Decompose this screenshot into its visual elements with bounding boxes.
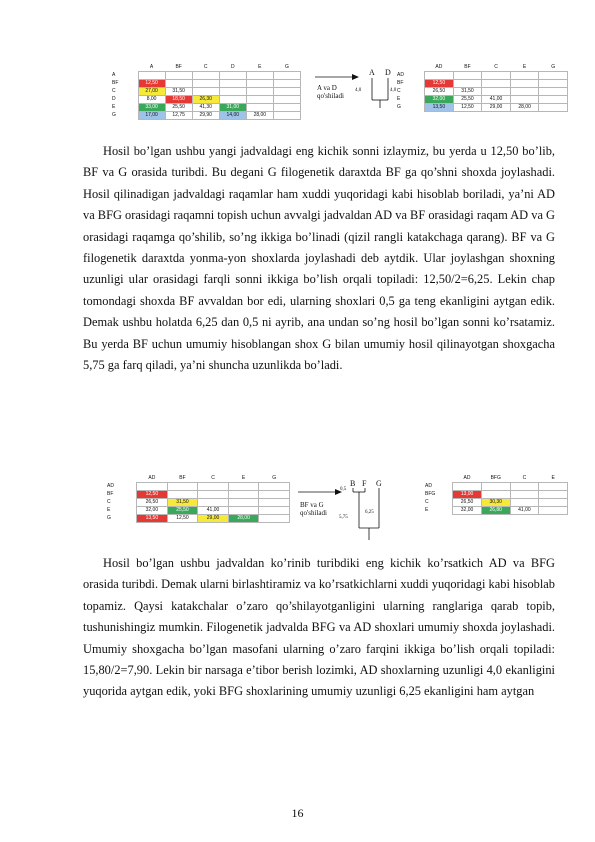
tree-label-b: B (350, 479, 356, 488)
matrix-cell: 17,00 (138, 112, 165, 120)
matrix-row (111, 72, 301, 80)
branch-length-right: 6,25 (365, 510, 374, 515)
matrix-empty-cell (453, 72, 482, 80)
matrix-empty-cell (228, 507, 259, 515)
matrix-cell: 31,50 (167, 499, 198, 507)
matrix-empty-cell (246, 80, 273, 88)
matrix-row-header: G (397, 104, 401, 110)
matrix-cell: 12,50 (138, 80, 165, 88)
tree-diagram (339, 479, 394, 541)
matrix-empty-cell (259, 499, 290, 507)
branch-length-top: 0,5 (340, 487, 347, 492)
matrix-column-header: E (551, 475, 555, 481)
matrix-empty-cell (539, 104, 568, 112)
matrix-row (424, 483, 568, 491)
matrix-empty-cell (539, 96, 568, 104)
matrix-empty-cell (165, 80, 192, 88)
matrix-row-header: C (107, 499, 111, 505)
matrix-cell: 26,50 (425, 88, 454, 96)
matrix-empty-cell (219, 96, 246, 104)
matrix-column-header: E (241, 475, 246, 481)
matrix-empty-cell (246, 88, 273, 96)
matrix-cell: 28,00 (228, 515, 259, 523)
matrix-row-header: D (112, 96, 116, 102)
matrix-cell: 31,00 (219, 104, 246, 112)
tree-label-d: D (385, 68, 391, 77)
matrix-column-header: A (149, 64, 154, 70)
matrix-row (111, 96, 301, 104)
matrix-empty-cell (482, 80, 511, 88)
matrix-empty-cell (192, 88, 219, 96)
matrix-column-header: BF (175, 64, 182, 70)
matrix-row (111, 112, 301, 120)
matrix-column-header: G (551, 64, 556, 70)
matrix-row-header: C (397, 88, 401, 94)
matrix-empty-cell (246, 96, 273, 104)
matrix-empty-cell (198, 491, 229, 499)
matrix-row-header: E (425, 507, 429, 513)
matrix-column-header: BF (464, 64, 471, 70)
matrix-row (396, 104, 568, 112)
matrix-row-header: AD (425, 483, 432, 489)
matrix-cell: 12,50 (137, 491, 168, 499)
matrix-cell: 25,50 (165, 104, 192, 112)
matrix-column-header: G (284, 64, 289, 70)
distance-matrix-after (424, 475, 568, 515)
matrix-row-header: C (425, 499, 429, 505)
distance-matrix-before (111, 64, 301, 120)
matrix-corner (111, 64, 138, 72)
matrix-row (111, 80, 301, 88)
merge-caption: A va D qo'shiladi (317, 84, 344, 100)
matrix-empty-cell (273, 96, 300, 104)
matrix-column-header: AD (463, 475, 471, 481)
matrix-empty-cell (482, 72, 511, 80)
matrix-cell: 41,00 (510, 507, 539, 515)
matrix-cell: 31,50 (165, 88, 192, 96)
matrix-empty-cell (137, 483, 168, 491)
matrix-cell: 13,00 (453, 491, 482, 499)
matrix-cell: 32,00 (137, 507, 168, 515)
matrix-cell: 12,50 (453, 104, 482, 112)
matrix-empty-cell (259, 515, 290, 523)
matrix-row-header: E (107, 507, 111, 513)
matrix-cell: 33,00 (138, 104, 165, 112)
matrix-column-header: AD (148, 475, 156, 481)
tree-label-f: F (362, 479, 367, 488)
matrix-empty-cell (539, 491, 568, 499)
matrix-empty-cell (510, 491, 539, 499)
matrix-column-header: AD (435, 64, 443, 70)
paragraph-2: Hosil bo’lgan ushbu jadvaldan ko’rinib turibdiki eng kichik ko’rsatkich AD va BFG orasida turibdi. Demak ularni birlashtiramiz va ko’rsatkichlarni xuddi yuqoridagi kabi hisoblab topamiz. Qaysi katakchalar o’zaro qo’shilayotganligini ularning ranglariga qarab topib, tushunishingiz mumkin. Filogenetik jadvalda BFG va AD shoxlari umumiy shoxda joylashadi. Umumiy shoxgacha bo’lgan masofani ularning o’zaro farqini ikkiga bo’lish orqali topiladi: 15,80/2=7,90. Lekin bir narsaga e’tibor berish lozimki, AD shoxlarning uzunligi 4,0 ekanligini yuqorida aytgan edik, yoki BFG shoxlarining umumiy uzunligi 6,25 ekanligini ham aytgan (83, 556, 555, 699)
matrix-empty-cell (273, 72, 300, 80)
tree-lines (363, 78, 399, 108)
matrix-row-header: G (107, 515, 111, 521)
matrix-cell: 27,00 (138, 88, 165, 96)
matrix-header-row (424, 475, 568, 483)
matrix-empty-cell (246, 72, 273, 80)
matrix-empty-cell (192, 80, 219, 88)
matrix-cell: 18,50 (165, 96, 192, 104)
matrix-empty-cell (273, 104, 300, 112)
matrix-row (424, 507, 568, 515)
matrix-cell: 26,50 (453, 499, 482, 507)
page-number: 16 (291, 806, 304, 820)
matrix-empty-cell (539, 507, 568, 515)
branch-length-left: 4,0 (355, 88, 362, 93)
matrix-empty-cell (165, 72, 192, 80)
matrix-cell: 14,00 (219, 112, 246, 120)
matrix-empty-cell (259, 507, 290, 515)
matrix-empty-cell (273, 88, 300, 96)
matrix-column-header: BF (179, 475, 186, 481)
matrix-column-header: C (522, 475, 527, 481)
matrix-empty-cell (539, 499, 568, 507)
matrix-row (396, 96, 568, 104)
matrix-row-header: C (112, 88, 116, 94)
matrix-column-header: D (230, 64, 235, 70)
arrow-icon (298, 487, 342, 497)
matrix-cell: 26,50 (137, 499, 168, 507)
matrix-cell: 26,30 (192, 96, 219, 104)
matrix-empty-cell (228, 483, 259, 491)
matrix-column-header: E (522, 64, 527, 70)
matrix-row-header: A (112, 72, 116, 78)
matrix-row (106, 491, 290, 499)
matrix-row-header: AD (107, 483, 114, 489)
tree-label-g: G (376, 479, 382, 488)
matrix-cell: 13,50 (425, 104, 454, 112)
tree-diagram (355, 68, 399, 112)
matrix-row-header: E (112, 104, 116, 110)
matrix-cell: 25,50 (453, 96, 482, 104)
matrix-empty-cell (481, 483, 510, 491)
matrix-empty-cell (219, 72, 246, 80)
branch-length-right: 4,0 (390, 88, 397, 93)
matrix-corner (396, 64, 425, 72)
matrix-empty-cell (219, 80, 246, 88)
paragraph-1: Hosil bo’lgan ushbu yangi jadvaldagi eng kichik sonni izlaymiz, bu yerda u 12,50 bo’lib, BF va G orasida turibdi. Bu degani G filogenetik daraxtda BF ga qo’shni shoxda joylashadi. Hosil qilinadigan jadvaldagi raqamlar ham xuddi yuqoridagi kabi hisoblab boriladi, ya’ni AD va BFG orasidagi raqamni topish uchun avvalgi jadvaldan AD va BF orasidagi raqam AD va G orasidagi raqamga qo’shilib, so’ng ikkiga bo’linadi (qizil rangli katakchaga qarang). BF va G filogenetik daraxtda yonma-yon shoxlarda joylashadi deb aytdik. Ular joylashgan shoxning uzunligi ular orasidagi farqli sonni ikkiga bo’lish orqali topiladi: 12,50/2=6,25. Lekin chap tomondagi shoxda BF avvaldan bor edi, ularning shoxlari 0,5 ga teng ekanligini aytgan edik. Demak ushbu holatda 6,25 dan 0,5 ni ayrib, ana undan so’ng hosil bo’lgan sonni ko’rsatamiz. Bu yerda BF uchun umumiy hisoblangan shox G bilan umumiy hosil qilinayotgan shoxgacha 5,75 ga farq qiladi, ya’ni shuncha uzunlikda bo’ladi. (83, 144, 555, 373)
matrix-row (106, 507, 290, 515)
matrix-row-header: E (397, 96, 401, 102)
figure-1 (111, 62, 571, 122)
matrix-row-header: BF (107, 491, 114, 497)
matrix-empty-cell (198, 499, 229, 507)
matrix-row-header: AD (397, 72, 404, 78)
matrix-empty-cell (539, 80, 568, 88)
matrix-empty-cell (259, 491, 290, 499)
matrix-row-header: BF (397, 80, 404, 86)
matrix-empty-cell (192, 72, 219, 80)
matrix-cell: 8,00 (138, 96, 165, 104)
matrix-column-header: C (203, 64, 208, 70)
matrix-empty-cell (259, 483, 290, 491)
matrix-empty-cell (481, 491, 510, 499)
matrix-empty-cell (539, 72, 568, 80)
matrix-row (106, 515, 290, 523)
matrix-row-header: BF (112, 80, 119, 86)
arrow-icon (315, 72, 359, 82)
matrix-header-row (111, 64, 301, 72)
matrix-empty-cell (425, 72, 454, 80)
matrix-column-header: C (494, 64, 498, 70)
matrix-row (396, 72, 568, 80)
matrix-header-row (106, 475, 290, 483)
merge-caption: BF va G qo'shiladi (300, 501, 327, 517)
matrix-cell: 12,75 (165, 112, 192, 120)
matrix-cell: 28,00 (510, 104, 539, 112)
matrix-empty-cell (246, 104, 273, 112)
matrix-cell: 32,00 (453, 507, 482, 515)
matrix-empty-cell (273, 80, 300, 88)
matrix-empty-cell (167, 483, 198, 491)
matrix-empty-cell (228, 499, 259, 507)
matrix-row (424, 491, 568, 499)
matrix-row (111, 104, 301, 112)
matrix-row (424, 499, 568, 507)
matrix-corner (106, 475, 137, 483)
matrix-row (396, 88, 568, 96)
matrix-column-header: G (272, 475, 277, 481)
matrix-cell: 41,00 (198, 507, 229, 515)
matrix-empty-cell (510, 96, 539, 104)
matrix-cell: 25,50 (167, 507, 198, 515)
matrix-empty-cell (228, 491, 259, 499)
matrix-empty-cell (453, 483, 482, 491)
matrix-empty-cell (510, 483, 539, 491)
branch-length-left: 5,75 (339, 515, 348, 520)
matrix-empty-cell (482, 88, 511, 96)
matrix-empty-cell (510, 72, 539, 80)
matrix-column-header: BFG (490, 475, 501, 481)
matrix-row (106, 499, 290, 507)
matrix-cell: 29,00 (198, 515, 229, 523)
matrix-empty-cell (198, 483, 229, 491)
matrix-cell: 41,30 (192, 104, 219, 112)
matrix-empty-cell (510, 88, 539, 96)
matrix-empty-cell (138, 72, 165, 80)
tree-label-a: A (369, 68, 375, 77)
matrix-empty-cell (453, 80, 482, 88)
matrix-cell: 29,00 (482, 104, 511, 112)
matrix-empty-cell (167, 491, 198, 499)
matrix-empty-cell (539, 88, 568, 96)
matrix-row-header: BFG (425, 491, 436, 497)
matrix-corner (424, 475, 453, 483)
matrix-cell: 41,00 (482, 96, 511, 104)
matrix-cell: 32,00 (425, 96, 454, 104)
matrix-empty-cell (539, 483, 568, 491)
matrix-column-header: C (211, 475, 215, 481)
matrix-cell: 12,50 (425, 80, 454, 88)
matrix-empty-cell (273, 112, 300, 120)
matrix-row (396, 80, 568, 88)
matrix-cell: 30,30 (481, 499, 510, 507)
figure-2 (106, 473, 571, 545)
matrix-cell: 28,00 (246, 112, 273, 120)
matrix-cell: 31,50 (453, 88, 482, 96)
matrix-row-header: G (112, 112, 116, 118)
matrix-cell: 13,50 (137, 515, 168, 523)
matrix-column-header: E (258, 64, 262, 70)
distance-matrix-before (106, 475, 290, 523)
matrix-cell: 12,50 (167, 515, 198, 523)
matrix-empty-cell (510, 80, 539, 88)
distance-matrix-after (396, 64, 568, 112)
matrix-empty-cell (510, 499, 539, 507)
matrix-empty-cell (219, 88, 246, 96)
matrix-cell: 26,80 (481, 507, 510, 515)
matrix-row (111, 88, 301, 96)
matrix-row (106, 483, 290, 491)
matrix-header-row (396, 64, 568, 72)
matrix-cell: 29,90 (192, 112, 219, 120)
